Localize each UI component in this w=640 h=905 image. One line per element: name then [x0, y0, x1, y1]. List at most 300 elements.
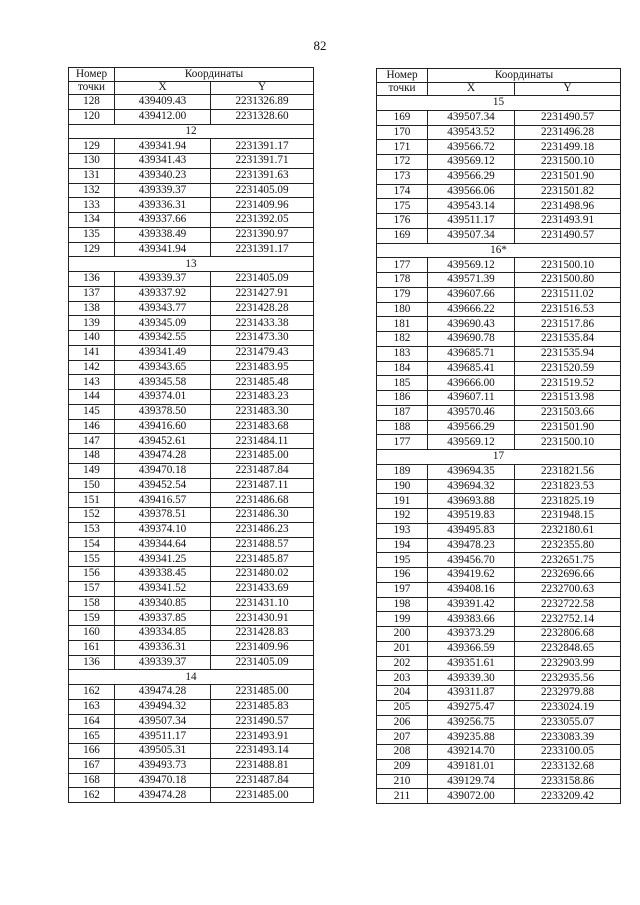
- x-coordinate-cell: 439566.06: [428, 184, 515, 199]
- header-point-number-2: точки: [69, 81, 115, 95]
- coordinates-table-left: [68, 67, 314, 803]
- y-coordinate-cell: 2232935.56: [515, 671, 621, 686]
- y-coordinate-cell: 2232180.61: [515, 523, 621, 538]
- y-coordinate-cell: 2231390.97: [211, 227, 314, 242]
- x-coordinate-cell: 439543.52: [428, 125, 515, 140]
- point-number-cell: 166: [69, 744, 115, 759]
- y-coordinate-cell: 2231490.57: [515, 228, 621, 243]
- x-coordinate-cell: 439341.43: [115, 154, 211, 169]
- table-row: [377, 140, 621, 155]
- x-coordinate-cell: 439452.61: [115, 434, 211, 449]
- section-row: [69, 257, 314, 272]
- point-number-cell: 186: [377, 391, 428, 406]
- x-coordinate-cell: 439340.23: [115, 168, 211, 183]
- x-coordinate-cell: 439337.66: [115, 213, 211, 228]
- y-coordinate-cell: 2231485.00: [211, 685, 314, 700]
- header-row: [69, 81, 314, 95]
- y-coordinate-cell: 2233158.86: [515, 774, 621, 789]
- table-row: [377, 376, 621, 391]
- x-coordinate-cell: 439570.46: [428, 405, 515, 420]
- point-number-cell: 142: [69, 360, 115, 375]
- table-row: [377, 538, 621, 553]
- point-number-cell: 167: [69, 758, 115, 773]
- table-row: [69, 227, 314, 242]
- header-row: [377, 82, 621, 96]
- point-number-cell: 141: [69, 345, 115, 360]
- table-row: [69, 685, 314, 700]
- point-number-cell: 184: [377, 361, 428, 376]
- y-coordinate-cell: 2231485.00: [211, 788, 314, 803]
- x-coordinate-cell: 439378.50: [115, 404, 211, 419]
- y-coordinate-cell: 2231513.98: [515, 391, 621, 406]
- table-row: [69, 522, 314, 537]
- x-coordinate-cell: 439341.94: [115, 242, 211, 257]
- point-number-cell: 183: [377, 346, 428, 361]
- table-row: [69, 360, 314, 375]
- x-coordinate-cell: 439571.39: [428, 273, 515, 288]
- point-number-cell: 204: [377, 686, 428, 701]
- x-coordinate-cell: 439666.00: [428, 376, 515, 391]
- table-row: [377, 715, 621, 730]
- header-x: X: [428, 82, 515, 96]
- table-body-left: [69, 68, 314, 803]
- x-coordinate-cell: 439408.16: [428, 582, 515, 597]
- x-coordinate-cell: 439378.51: [115, 508, 211, 523]
- point-number-cell: 148: [69, 449, 115, 464]
- table-row: [377, 612, 621, 627]
- section-number: 12: [69, 124, 314, 139]
- y-coordinate-cell: 2231486.68: [211, 493, 314, 508]
- x-coordinate-cell: 439412.00: [115, 109, 211, 124]
- table-row: [377, 553, 621, 568]
- x-coordinate-cell: 439690.43: [428, 317, 515, 332]
- table-row: [69, 537, 314, 552]
- y-coordinate-cell: 2233083.39: [515, 730, 621, 745]
- x-coordinate-cell: 439607.66: [428, 287, 515, 302]
- x-coordinate-cell: 439495.83: [428, 523, 515, 538]
- y-coordinate-cell: 2231501.90: [515, 169, 621, 184]
- y-coordinate-cell: 2231498.96: [515, 199, 621, 214]
- x-coordinate-cell: 439373.29: [428, 627, 515, 642]
- table-row: [69, 272, 314, 287]
- point-number-cell: 201: [377, 641, 428, 656]
- table-row: [69, 109, 314, 124]
- table-row: [377, 730, 621, 745]
- x-coordinate-cell: 439341.52: [115, 581, 211, 596]
- x-coordinate-cell: 439419.62: [428, 568, 515, 583]
- y-coordinate-cell: 2231391.71: [211, 154, 314, 169]
- point-number-cell: 165: [69, 729, 115, 744]
- table-row: [69, 345, 314, 360]
- x-coordinate-cell: 439666.22: [428, 302, 515, 317]
- table-row: [69, 301, 314, 316]
- x-coordinate-cell: 439339.30: [428, 671, 515, 686]
- x-coordinate-cell: 439343.77: [115, 301, 211, 316]
- point-number-cell: 209: [377, 759, 428, 774]
- table-row: [377, 774, 621, 789]
- point-number-cell: 157: [69, 581, 115, 596]
- table-row: [69, 375, 314, 390]
- y-coordinate-cell: 2232903.99: [515, 656, 621, 671]
- table-row: [69, 567, 314, 582]
- point-number-cell: 152: [69, 508, 115, 523]
- y-coordinate-cell: 2231391.63: [211, 168, 314, 183]
- y-coordinate-cell: 2231405.09: [211, 183, 314, 198]
- point-number-cell: 177: [377, 435, 428, 450]
- point-number-cell: 185: [377, 376, 428, 391]
- y-coordinate-cell: 2231496.28: [515, 125, 621, 140]
- x-coordinate-cell: 439511.17: [428, 214, 515, 229]
- point-number-cell: 179: [377, 287, 428, 302]
- point-number-cell: 162: [69, 788, 115, 803]
- point-number-cell: 206: [377, 715, 428, 730]
- table-row: [69, 286, 314, 301]
- y-coordinate-cell: 2231483.30: [211, 404, 314, 419]
- x-coordinate-cell: 439341.25: [115, 552, 211, 567]
- point-number-cell: 191: [377, 494, 428, 509]
- point-number-cell: 174: [377, 184, 428, 199]
- point-number-cell: 182: [377, 332, 428, 347]
- point-number-cell: 154: [69, 537, 115, 552]
- x-coordinate-cell: 439337.92: [115, 286, 211, 301]
- table-row: [377, 361, 621, 376]
- x-coordinate-cell: 439507.34: [428, 228, 515, 243]
- y-coordinate-cell: 2231391.17: [211, 139, 314, 154]
- y-coordinate-cell: 2232752.14: [515, 612, 621, 627]
- table-row: [69, 552, 314, 567]
- point-number-cell: 163: [69, 699, 115, 714]
- header-point-number: Номер: [377, 69, 428, 83]
- header-row: [69, 68, 314, 82]
- point-number-cell: 134: [69, 213, 115, 228]
- point-number-cell: 173: [377, 169, 428, 184]
- x-coordinate-cell: 439569.12: [428, 435, 515, 450]
- x-coordinate-cell: 439685.41: [428, 361, 515, 376]
- y-coordinate-cell: 2231520.59: [515, 361, 621, 376]
- table-row: [69, 478, 314, 493]
- point-number-cell: 156: [69, 567, 115, 582]
- y-coordinate-cell: 2233055.07: [515, 715, 621, 730]
- y-coordinate-cell: 2231500.10: [515, 258, 621, 273]
- table-row: [377, 582, 621, 597]
- x-coordinate-cell: 439470.18: [115, 773, 211, 788]
- x-coordinate-cell: 439507.34: [115, 714, 211, 729]
- x-coordinate-cell: 439505.31: [115, 744, 211, 759]
- y-coordinate-cell: 2231473.30: [211, 331, 314, 346]
- x-coordinate-cell: 439366.59: [428, 641, 515, 656]
- point-number-cell: 160: [69, 626, 115, 641]
- x-coordinate-cell: 439342.55: [115, 331, 211, 346]
- y-coordinate-cell: 2231483.23: [211, 390, 314, 405]
- y-coordinate-cell: 2231483.95: [211, 360, 314, 375]
- y-coordinate-cell: 2231821.56: [515, 464, 621, 479]
- section-row: [69, 670, 314, 685]
- point-number-cell: 180: [377, 302, 428, 317]
- point-number-cell: 149: [69, 463, 115, 478]
- table-row: [377, 125, 621, 140]
- table-row: [69, 449, 314, 464]
- point-number-cell: 210: [377, 774, 428, 789]
- table-row: [377, 110, 621, 125]
- point-number-cell: 211: [377, 789, 428, 804]
- table-row: [69, 744, 314, 759]
- table-row: [377, 641, 621, 656]
- y-coordinate-cell: 2232651.75: [515, 553, 621, 568]
- x-coordinate-cell: 439474.28: [115, 788, 211, 803]
- table-row: [69, 655, 314, 670]
- y-coordinate-cell: 2232848.65: [515, 641, 621, 656]
- x-coordinate-cell: 439452.54: [115, 478, 211, 493]
- x-coordinate-cell: 439235.88: [428, 730, 515, 745]
- x-coordinate-cell: 439685.71: [428, 346, 515, 361]
- y-coordinate-cell: 2231535.84: [515, 332, 621, 347]
- coordinates-table-right: [376, 68, 621, 804]
- point-number-cell: 144: [69, 390, 115, 405]
- y-coordinate-cell: 2231500.80: [515, 273, 621, 288]
- table-row: [377, 464, 621, 479]
- point-number-cell: 146: [69, 419, 115, 434]
- point-number-cell: 120: [69, 109, 115, 124]
- x-coordinate-cell: 439470.18: [115, 463, 211, 478]
- x-coordinate-cell: 439694.32: [428, 479, 515, 494]
- y-coordinate-cell: 2231326.89: [211, 95, 314, 110]
- y-coordinate-cell: 2231500.10: [515, 435, 621, 450]
- x-coordinate-cell: 439181.01: [428, 759, 515, 774]
- x-coordinate-cell: 439569.12: [428, 258, 515, 273]
- point-number-cell: 138: [69, 301, 115, 316]
- x-coordinate-cell: 439566.29: [428, 169, 515, 184]
- x-coordinate-cell: 439569.12: [428, 155, 515, 170]
- table-row: [69, 493, 314, 508]
- table-row: [377, 509, 621, 524]
- point-number-cell: 151: [69, 493, 115, 508]
- table-row: [69, 788, 314, 803]
- point-number-cell: 194: [377, 538, 428, 553]
- y-coordinate-cell: 2232806.68: [515, 627, 621, 642]
- point-number-cell: 202: [377, 656, 428, 671]
- y-coordinate-cell: 2231511.02: [515, 287, 621, 302]
- table-row: [377, 391, 621, 406]
- header-coordinates: Координаты: [428, 69, 621, 83]
- section-row: [377, 450, 621, 465]
- point-number-cell: 171: [377, 140, 428, 155]
- table-row: [377, 273, 621, 288]
- point-number-cell: 137: [69, 286, 115, 301]
- y-coordinate-cell: 2231501.82: [515, 184, 621, 199]
- y-coordinate-cell: 2231392.05: [211, 213, 314, 228]
- y-coordinate-cell: 2231503.66: [515, 405, 621, 420]
- y-coordinate-cell: 2231493.91: [211, 729, 314, 744]
- point-number-cell: 129: [69, 139, 115, 154]
- y-coordinate-cell: 2233209.42: [515, 789, 621, 804]
- section-row: [69, 124, 314, 139]
- table-row: [377, 686, 621, 701]
- point-number-cell: 178: [377, 273, 428, 288]
- x-coordinate-cell: 439339.37: [115, 272, 211, 287]
- point-number-cell: 140: [69, 331, 115, 346]
- point-number-cell: 130: [69, 154, 115, 169]
- point-number-cell: 147: [69, 434, 115, 449]
- x-coordinate-cell: 439511.17: [115, 729, 211, 744]
- table-row: [377, 700, 621, 715]
- point-number-cell: 199: [377, 612, 428, 627]
- header-y: Y: [211, 81, 314, 95]
- table-row: [69, 714, 314, 729]
- y-coordinate-cell: 2231433.38: [211, 316, 314, 331]
- y-coordinate-cell: 2231493.14: [211, 744, 314, 759]
- section-number: 16*: [377, 243, 621, 258]
- x-coordinate-cell: 439341.49: [115, 345, 211, 360]
- table-row: [69, 508, 314, 523]
- point-number-cell: 169: [377, 228, 428, 243]
- x-coordinate-cell: 439507.34: [428, 110, 515, 125]
- point-number-cell: 168: [69, 773, 115, 788]
- table-body-right: [377, 69, 621, 804]
- y-coordinate-cell: 2231501.90: [515, 420, 621, 435]
- point-number-cell: 139: [69, 316, 115, 331]
- x-coordinate-cell: 439383.66: [428, 612, 515, 627]
- table-row: [69, 139, 314, 154]
- table-row: [69, 198, 314, 213]
- point-number-cell: 203: [377, 671, 428, 686]
- table-row: [69, 154, 314, 169]
- table-row: [69, 331, 314, 346]
- table-row: [69, 242, 314, 257]
- y-coordinate-cell: 2233100.05: [515, 745, 621, 760]
- table-row: [69, 404, 314, 419]
- y-coordinate-cell: 2231499.18: [515, 140, 621, 155]
- table-row: [377, 214, 621, 229]
- section-number: 15: [377, 96, 621, 111]
- table-row: [69, 213, 314, 228]
- table-row: [377, 523, 621, 538]
- table-row: [377, 155, 621, 170]
- x-coordinate-cell: 439607.11: [428, 391, 515, 406]
- point-number-cell: 187: [377, 405, 428, 420]
- y-coordinate-cell: 2231487.84: [211, 463, 314, 478]
- y-coordinate-cell: 2231493.91: [515, 214, 621, 229]
- table-row: [69, 434, 314, 449]
- section-number: 17: [377, 450, 621, 465]
- point-number-cell: 189: [377, 464, 428, 479]
- table-row: [69, 729, 314, 744]
- point-number-cell: 172: [377, 155, 428, 170]
- x-coordinate-cell: 439311.87: [428, 686, 515, 701]
- point-number-cell: 131: [69, 168, 115, 183]
- table-row: [377, 302, 621, 317]
- point-number-cell: 169: [377, 110, 428, 125]
- table-row: [377, 332, 621, 347]
- x-coordinate-cell: 439340.85: [115, 596, 211, 611]
- x-coordinate-cell: 439336.31: [115, 640, 211, 655]
- x-coordinate-cell: 439338.49: [115, 227, 211, 242]
- x-coordinate-cell: 439339.37: [115, 183, 211, 198]
- x-coordinate-cell: 439129.74: [428, 774, 515, 789]
- table-row: [69, 183, 314, 198]
- point-number-cell: 155: [69, 552, 115, 567]
- table-row: [69, 626, 314, 641]
- table-row: [69, 699, 314, 714]
- x-coordinate-cell: 439474.28: [115, 685, 211, 700]
- table-row: [377, 759, 621, 774]
- point-number-cell: 205: [377, 700, 428, 715]
- x-coordinate-cell: 439693.88: [428, 494, 515, 509]
- y-coordinate-cell: 2231485.48: [211, 375, 314, 390]
- y-coordinate-cell: 2231486.30: [211, 508, 314, 523]
- point-number-cell: 158: [69, 596, 115, 611]
- x-coordinate-cell: 439275.47: [428, 700, 515, 715]
- x-coordinate-cell: 439391.42: [428, 597, 515, 612]
- y-coordinate-cell: 2231486.23: [211, 522, 314, 537]
- y-coordinate-cell: 2231479.43: [211, 345, 314, 360]
- table-row: [69, 419, 314, 434]
- header-point-number: Номер: [69, 68, 115, 82]
- point-number-cell: 207: [377, 730, 428, 745]
- point-number-cell: 132: [69, 183, 115, 198]
- point-number-cell: 190: [377, 479, 428, 494]
- point-number-cell: 181: [377, 317, 428, 332]
- y-coordinate-cell: 2231430.91: [211, 611, 314, 626]
- point-number-cell: 135: [69, 227, 115, 242]
- y-coordinate-cell: 2231825.19: [515, 494, 621, 509]
- y-coordinate-cell: 2231490.57: [515, 110, 621, 125]
- header-x: X: [115, 81, 211, 95]
- y-coordinate-cell: 2231428.28: [211, 301, 314, 316]
- x-coordinate-cell: 439409.43: [115, 95, 211, 110]
- x-coordinate-cell: 439072.00: [428, 789, 515, 804]
- x-coordinate-cell: 439343.65: [115, 360, 211, 375]
- header-point-number-2: точки: [377, 82, 428, 96]
- point-number-cell: 198: [377, 597, 428, 612]
- point-number-cell: 208: [377, 745, 428, 760]
- table-row: [377, 494, 621, 509]
- point-number-cell: 176: [377, 214, 428, 229]
- y-coordinate-cell: 2231428.83: [211, 626, 314, 641]
- point-number-cell: 200: [377, 627, 428, 642]
- table-row: [69, 596, 314, 611]
- x-coordinate-cell: 439337.85: [115, 611, 211, 626]
- section-number: 13: [69, 257, 314, 272]
- y-coordinate-cell: 2231500.10: [515, 155, 621, 170]
- y-coordinate-cell: 2231328.60: [211, 109, 314, 124]
- header-y: Y: [515, 82, 621, 96]
- x-coordinate-cell: 439474.28: [115, 449, 211, 464]
- table-row: [377, 405, 621, 420]
- point-number-cell: 196: [377, 568, 428, 583]
- table-row: [377, 317, 621, 332]
- point-number-cell: 164: [69, 714, 115, 729]
- x-coordinate-cell: 439214.70: [428, 745, 515, 760]
- table-row: [69, 773, 314, 788]
- table-row: [377, 420, 621, 435]
- table-row: [69, 611, 314, 626]
- table-row: [377, 789, 621, 804]
- y-coordinate-cell: 2231405.09: [211, 655, 314, 670]
- y-coordinate-cell: 2231483.68: [211, 419, 314, 434]
- y-coordinate-cell: 2231431.10: [211, 596, 314, 611]
- table-row: [377, 745, 621, 760]
- y-coordinate-cell: 2231487.84: [211, 773, 314, 788]
- point-number-cell: 177: [377, 258, 428, 273]
- point-number-cell: 170: [377, 125, 428, 140]
- point-number-cell: 145: [69, 404, 115, 419]
- header-row: [377, 69, 621, 83]
- x-coordinate-cell: 439493.73: [115, 758, 211, 773]
- point-number-cell: 133: [69, 198, 115, 213]
- x-coordinate-cell: 439339.37: [115, 655, 211, 670]
- y-coordinate-cell: 2233024.19: [515, 700, 621, 715]
- x-coordinate-cell: 439341.94: [115, 139, 211, 154]
